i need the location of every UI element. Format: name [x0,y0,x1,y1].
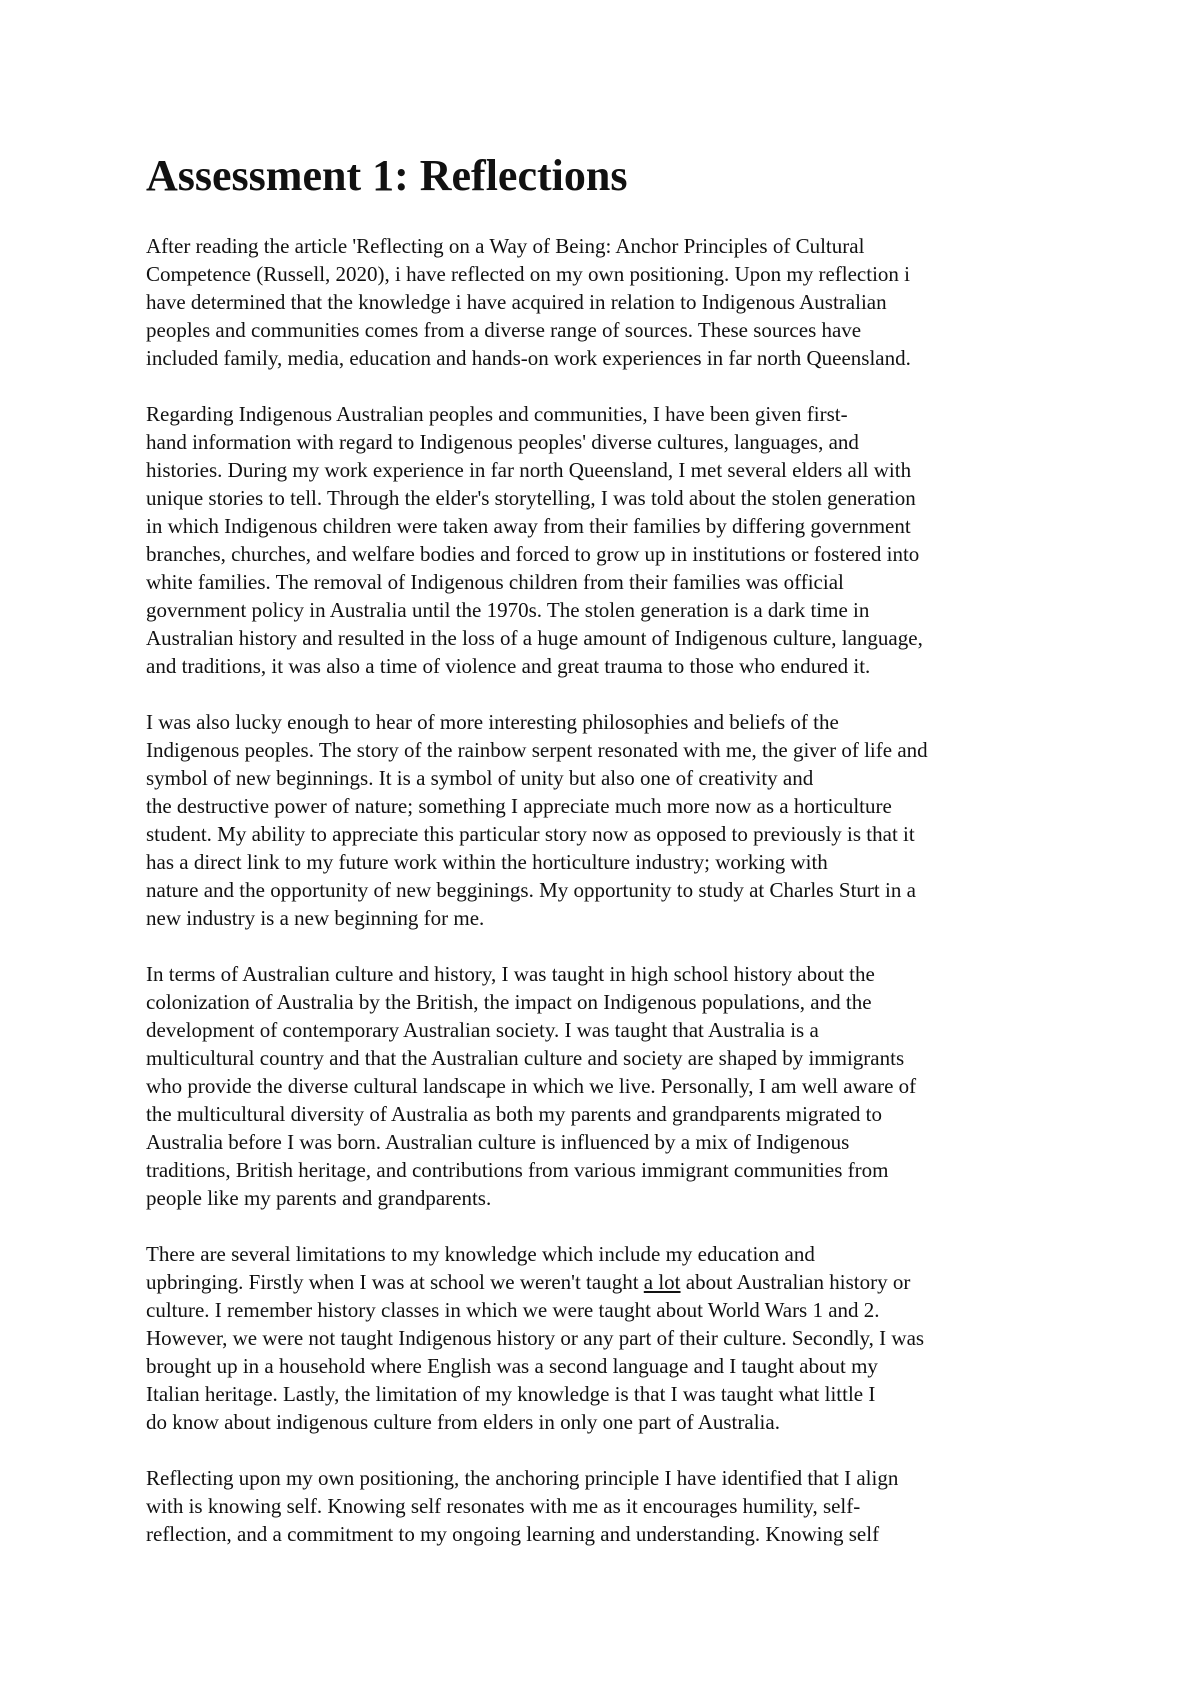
paragraph-line: white families. The removal of Indigenous children from their families was official [146,570,844,594]
paragraph-line: Australia before I was born. Australian culture is influenced by a mix of Indigenous [146,1130,850,1154]
underlined-text: a lot [643,1270,681,1294]
paragraph-line: has a direct link to my future work within the horticulture industry; working with [146,850,828,874]
paragraph-line: new industry is a new beginning for me. [146,906,485,930]
paragraph-line: histories. During my work experience in far north Queensland, I met several elders all with [146,458,912,482]
paragraph-line: do know about indigenous culture from elders in only one part of Australia. [146,1410,780,1434]
document-content [146,148,1076,1576]
paragraph-line: nature and the opportunity of new begginings. My opportunity to study at Charles Sturt in a [146,878,916,902]
paragraph-4 [146,960,1076,1212]
paragraph-1 [146,232,1076,372]
paragraph-line: However, we were not taught Indigenous history or any part of their culture. Secondly, I was [146,1326,925,1350]
line-text-after: about Australian history or [680,1270,911,1294]
paragraph-line: peoples and communities comes from a diverse range of sources. These sources have [146,318,862,342]
paragraph-line: people like my parents and grandparents. [146,1186,492,1210]
line-text-before: upbringing. Firstly when I was at school we weren't taught [146,1270,644,1294]
paragraph-line: I was also lucky enough to hear of more interesting philosophies and beliefs of the [146,710,839,734]
paragraph-line: culture. I remember history classes in which we were taught about World Wars 1 and 2. [146,1298,880,1322]
paragraph-line: student. My ability to appreciate this particular story now as opposed to previously is that it [146,822,915,846]
paragraph-line: the destructive power of nature; something I appreciate much more now as a horticulture [146,794,892,818]
paragraph-5 [146,1240,1076,1436]
paragraph-6 [146,1464,1076,1548]
paragraph-line: the multicultural diversity of Australia as both my parents and grandparents migrated to [146,1102,882,1126]
paragraph-line: included family, media, education and hands-on work experiences in far north Queensland. [146,346,911,370]
paragraph-line-with-underline [146,1268,1076,1296]
paragraph-line: unique stories to tell. Through the elder's storytelling, I was told about the stolen generation [146,486,916,510]
paragraph-line: who provide the diverse cultural landscape in which we live. Personally, I am well aware of [146,1074,917,1098]
paragraph-line: symbol of new beginnings. It is a symbol of unity but also one of creativity and [146,766,814,790]
paragraph-line: Italian heritage. Lastly, the limitation of my knowledge is that I was taught what little I [146,1382,876,1406]
document-title: Assessment 1: Reflections [146,151,628,200]
paragraph-line: multicultural country and that the Australian culture and society are shaped by immigrants [146,1046,905,1070]
paragraph-line: have determined that the knowledge i have acquired in relation to Indigenous Australian [146,290,887,314]
paragraph-line: Indigenous peoples. The story of the rainbow serpent resonated with me, the giver of life and [146,738,928,762]
paragraph-line: brought up in a household where English was a second language and I taught about my [146,1354,878,1378]
paragraph-line: development of contemporary Australian society. I was taught that Australia is a [146,1018,819,1042]
paragraph-line: Reflecting upon my own positioning, the anchoring principle I have identified that I align [146,1466,899,1490]
paragraph-line: with is knowing self. Knowing self resonates with me as it encourages humility, self- [146,1494,861,1518]
paragraph-line: Australian history and resulted in the loss of a huge amount of Indigenous culture, language, [146,626,923,650]
paragraph-3 [146,708,1076,932]
paragraph-2 [146,400,1076,680]
paragraph-line: branches, churches, and welfare bodies and forced to grow up in institutions or fostered into [146,542,920,566]
paragraph-line: traditions, British heritage, and contributions from various immigrant communities from [146,1158,889,1182]
paragraph-line: There are several limitations to my knowledge which include my education and [146,1242,815,1266]
paragraph-line: and traditions, it was also a time of violence and great trauma to those who endured it. [146,654,871,678]
paragraph-line: In terms of Australian culture and history, I was taught in high school history about the [146,962,875,986]
paragraph-line: reflection, and a commitment to my ongoing learning and understanding. Knowing self [146,1522,880,1546]
paragraph-line: colonization of Australia by the British, the impact on Indigenous populations, and the [146,990,872,1014]
paragraph-line: government policy in Australia until the 1970s. The stolen generation is a dark time in [146,598,870,622]
paragraph-line: in which Indigenous children were taken away from their families by differing government [146,514,911,538]
paragraph-line: After reading the article 'Reflecting on a Way of Being: Anchor Principles of Cultural [146,234,865,258]
paragraph-line: Regarding Indigenous Australian peoples and communities, I have been given first- [146,402,848,426]
paragraph-line: hand information with regard to Indigenous peoples' diverse cultures, languages, and [146,430,859,454]
paragraph-line: Competence (Russell, 2020), i have reflected on my own positioning. Upon my reflection i [146,262,910,286]
